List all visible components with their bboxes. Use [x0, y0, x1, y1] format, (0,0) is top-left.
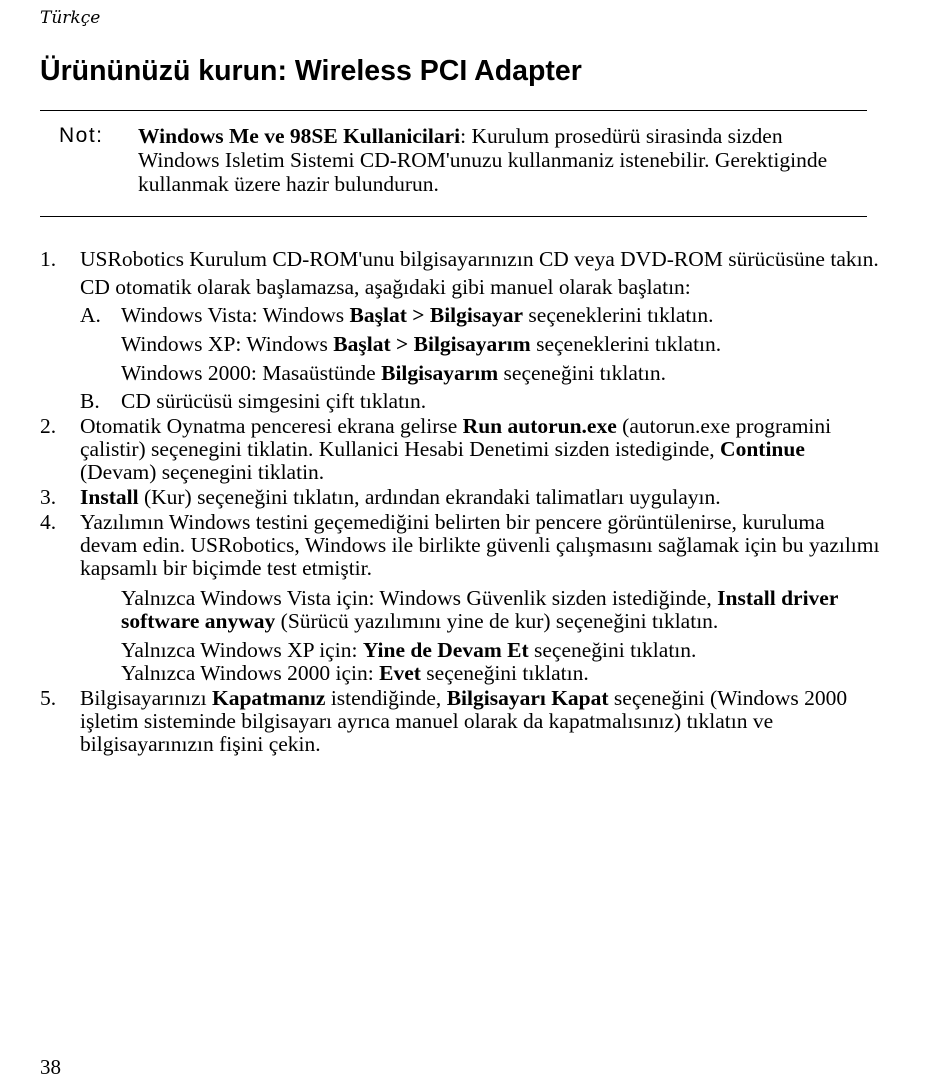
- step-4: [40, 511, 880, 685]
- note-text: : Kurulum prosedürü sirasinda sizden Windows Isletim Sistemi CD-ROM'unuzu kullanmaniz istenebilir. Gerektiginde kullanmak üzere hazir bulundurun.: [138, 124, 828, 196]
- step-text: [80, 687, 880, 756]
- text-span: Bilgisayarınızı: [80, 686, 212, 710]
- step-number: 3.: [40, 485, 57, 509]
- text-span: (autorun.exe programini çalistir) seçenegini tiklatin. Kullanici Hesabi Denetimi sizden istediginde,: [80, 414, 832, 461]
- bold-span: Başlat > Bilgisayar: [349, 303, 524, 327]
- step-text: USRobotics Kurulum CD-ROM'unu bilgisayarınızın CD veya DVD-ROM sürücüsüne takın.: [80, 247, 879, 271]
- bold-span: Run autorun.exe: [462, 414, 617, 438]
- substep-a: [80, 304, 880, 385]
- substep-letter: A.: [80, 303, 101, 327]
- text-span: seçeneğini tıklatın.: [528, 638, 697, 662]
- text-span: seçeneklerini tıklatın.: [530, 332, 722, 356]
- note-bold-lead: Windows Me ve 98SE Kullanicilari: [138, 124, 461, 148]
- text-span: Yalnızca Windows Vista için: Windows Güvenlik sizden istediğinde,: [121, 586, 718, 610]
- step-text: [80, 415, 880, 484]
- substep-line-vista: [121, 304, 880, 327]
- text-span: Windows XP: Windows: [121, 332, 334, 356]
- bold-span: Kapatmanız: [211, 686, 326, 710]
- win2000-note: [121, 662, 880, 685]
- note-label: Not:: [59, 124, 104, 147]
- text-span: (Kur) seçeneğini tıklatın, ardından ekrandaki talimatları uygulayın.: [138, 485, 721, 509]
- step-number: 1.: [40, 247, 57, 271]
- step-text: Yazılımın Windows testini geçemediğini belirten bir pencere görüntülenirse, kuruluma devam edin. USRobotics, Windows ile birlikte güvenli çalışmasını sağlamak için bu yazılımı kapsamlı bir biçimde test etmiştir.: [80, 510, 880, 580]
- step-text: [80, 486, 880, 509]
- language-label: Türkçe: [40, 8, 101, 28]
- text-span: (Sürücü yazılımını yine de kur) seçeneğini tıklatın.: [275, 609, 719, 633]
- text-span: (Devam) seçenegini tiklatin.: [80, 460, 325, 484]
- substep-text: CD sürücüsü simgesini çift tıklatın.: [121, 389, 427, 413]
- bold-span: Yine de Devam Et: [362, 638, 529, 662]
- vista-note: [121, 587, 880, 633]
- bold-span: Bilgisayarı Kapat: [446, 686, 609, 710]
- text-span: Windows 2000: Masaüstünde: [121, 361, 382, 385]
- substep-b: [80, 390, 880, 413]
- text-span: Yalnızca Windows XP için:: [121, 638, 363, 662]
- bold-span: Bilgisayarım: [381, 361, 499, 385]
- text-span: seçeneğini tıklatın.: [420, 661, 589, 685]
- step-2: [40, 415, 880, 484]
- step-number: 2.: [40, 414, 57, 438]
- substep-line-2000: [121, 362, 880, 385]
- xp-note: [121, 639, 880, 662]
- note-top-divider: [40, 110, 867, 111]
- bold-span: Continue: [720, 437, 805, 461]
- step-3: [40, 486, 880, 509]
- text-span: seçeneğini (Windows 2000 işletim sisteminde bilgisayarı ayrıca manuel olarak da kapatmalısınız) tıklatın ve bilgisayarınızın fişini çekin.: [80, 686, 848, 756]
- step-5: [40, 687, 880, 756]
- bold-span: Başlat > Bilgisayarım: [333, 332, 531, 356]
- text-span: Windows Vista: Windows: [121, 303, 350, 327]
- step-paragraph: CD otomatik olarak başlamazsa, aşağıdaki gibi manuel olarak başlatın:: [80, 275, 691, 299]
- note-body: [138, 124, 858, 196]
- page-title: Ürününüzü kurun: Wireless PCI Adapter: [40, 55, 582, 87]
- text-span: seçeneğini tıklatın.: [498, 361, 666, 385]
- step-number: 4.: [40, 510, 57, 534]
- bold-span: Evet: [379, 661, 421, 685]
- substep-letter: B.: [80, 389, 100, 413]
- note-bottom-divider: [40, 216, 867, 217]
- page-number: 38: [40, 1055, 61, 1079]
- text-span: Yalnızca Windows 2000 için:: [121, 661, 380, 685]
- text-span: seçeneklerini tıklatın.: [523, 303, 714, 327]
- bold-span: Install: [80, 485, 139, 509]
- step-number: 5.: [40, 686, 57, 710]
- text-span: Otomatik Oynatma penceresi ekrana gelirse: [80, 414, 463, 438]
- text-span: istendiğinde,: [325, 686, 447, 710]
- bold-span: Install driver software anyway: [121, 586, 838, 633]
- steps-list: [40, 248, 880, 758]
- step-1: [40, 248, 880, 413]
- step-4-notes: [80, 587, 880, 685]
- substep-line-xp: [121, 333, 880, 356]
